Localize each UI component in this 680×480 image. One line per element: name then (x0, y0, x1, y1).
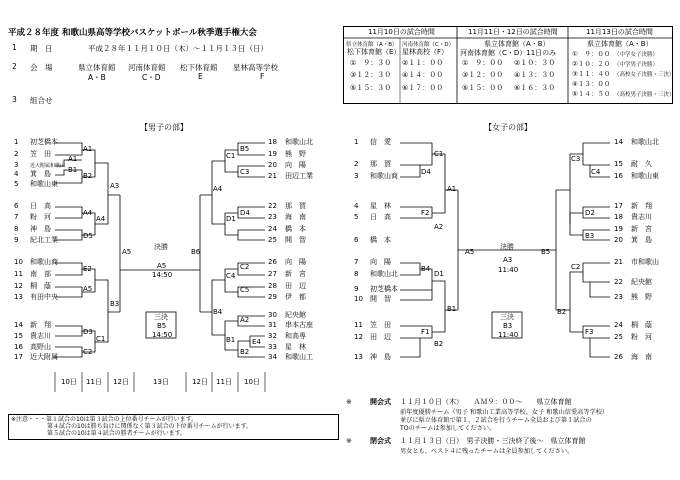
game-code: A4 (213, 185, 223, 193)
team-name: 橋 本 (285, 225, 306, 233)
team-name: 開 智 (285, 236, 306, 244)
game-code: A1 (83, 145, 93, 153)
schedule-table (343, 26, 673, 104)
team-name: 紀央館 (631, 278, 652, 286)
venue-courts: A・B (88, 73, 106, 82)
game-code: E4 (252, 338, 261, 346)
day1-venue: 県立体育館（A・B） (346, 42, 398, 48)
final-label: 決勝 (154, 243, 168, 251)
day-label: 13日 (153, 378, 169, 386)
game-code: C1 (226, 152, 236, 160)
closing-ceremony-detail: 男女とも、ベスト４に残ったチームは全員参加してください。 (400, 448, 574, 455)
team-name: 新 翔 (631, 202, 652, 210)
day1-venue: 河南体育館（C・D） (402, 42, 455, 48)
team-name: 田 辺 (370, 333, 391, 341)
team-number: 14 (14, 321, 23, 329)
team-number: 4 (354, 202, 359, 210)
day2-venue: 県立体育館（A・B） (484, 40, 550, 48)
game-code: F3 (585, 328, 594, 336)
day1-slot: ②１１：００ (402, 59, 444, 67)
team-name: 開 智 (370, 295, 391, 303)
game-code: D2 (585, 209, 595, 217)
team-name: 和歌山商 (30, 258, 58, 266)
day1-slot: ① ９：３０ (350, 59, 392, 67)
team-name: 星 林 (285, 343, 306, 351)
game-code: A5 (122, 248, 132, 256)
team-name: 串本古座 (285, 321, 313, 329)
game-code: B3 (585, 232, 595, 240)
team-number: 9 (14, 236, 19, 244)
team-name: 日 高 (30, 202, 51, 210)
day2-slot: ④１３：３０ (514, 71, 556, 79)
closing-ceremony-line: １１月１３日（日） 男子決勝・三決終了後～ 県立体育館 (400, 437, 586, 445)
team-name: 箕 島 (631, 236, 652, 244)
venue-name: 県立体育館 (78, 63, 116, 72)
game-code: C2 (240, 263, 250, 271)
schedule-header-day1: 11月10日の試合時間 (368, 28, 435, 36)
team-number: 31 (268, 321, 277, 329)
team-name: 新 宮 (285, 270, 306, 278)
team-number: 16 (614, 172, 623, 180)
team-number: 32 (268, 332, 277, 340)
third-place-code: B3 (503, 322, 513, 330)
game-code: C5 (240, 286, 250, 294)
team-name: 向 陽 (285, 258, 306, 266)
team-name: 田 辺 (285, 282, 306, 290)
game-code: F1 (421, 328, 430, 336)
opening-ceremony-detail: 並びに県立体育館で第１、２試合を行うチーム全員および第１試合の (400, 417, 592, 424)
team-number: 20 (268, 161, 277, 169)
game-code: C1 (96, 335, 106, 343)
game-code: D5 (83, 232, 93, 240)
team-name: 南 部 (30, 270, 51, 278)
team-name: 向 陽 (285, 161, 306, 169)
game-code: D3 (83, 328, 93, 336)
third-place-label: 三決 (500, 313, 514, 321)
boys-section-header: 【男子の部】 (140, 123, 188, 132)
team-number: 30 (268, 311, 277, 319)
note-line: ※注意・・・第１試合の10は第３試合の上位番号チームが行います。 (11, 416, 198, 423)
game-code: C3 (571, 155, 581, 163)
team-number: 22 (268, 202, 277, 210)
team-name: 和高専 (285, 332, 306, 340)
team-number: 19 (268, 150, 277, 158)
team-name: 那 賀 (285, 202, 306, 210)
team-name: 信 愛 (370, 138, 391, 146)
opening-ceremony-line: １１月１０日（木） ＡＭ９：００～ 県立体育館 (400, 398, 572, 406)
day3-note: （中学男子決勝） (614, 62, 659, 68)
team-number: 27 (268, 270, 277, 278)
team-number: 25 (614, 333, 623, 341)
game-code: D1 (434, 270, 444, 278)
team-name: 市和歌山 (631, 258, 659, 266)
team-name: 高野山 (30, 343, 51, 351)
team-number: 26 (268, 258, 277, 266)
team-number: 33 (268, 343, 277, 351)
team-number: 1 (354, 138, 359, 146)
venue-courts: F (260, 72, 265, 81)
venue-name: 河南体育館 (128, 63, 166, 72)
team-number: 28 (268, 282, 277, 290)
game-code: B2 (240, 348, 250, 356)
game-code: C3 (240, 168, 250, 176)
game-code: B1 (226, 336, 236, 344)
team-number: 15 (14, 332, 23, 340)
game-code: A2 (434, 223, 444, 231)
game-code: B4 (421, 265, 431, 273)
team-number: 15 (614, 160, 623, 168)
team-number: 7 (14, 213, 19, 221)
team-number: 2 (354, 160, 359, 168)
final-code: A5 (157, 262, 167, 270)
game-code: D1 (226, 215, 236, 223)
team-name: 神 島 (30, 225, 51, 233)
team-name: 有田中央 (30, 293, 58, 301)
team-name: 伊 都 (285, 293, 306, 301)
schedule-header-day3: 11月13日の試合時間 (586, 28, 653, 36)
team-name: 熊 野 (631, 293, 652, 301)
day3-note: （高校女子決勝・三決） (614, 72, 675, 78)
team-number: 10 (354, 295, 363, 303)
girls-section-header: 【女子の部】 (484, 123, 532, 132)
team-name: 初芝橋本 (30, 138, 58, 146)
team-number: 8 (14, 225, 19, 233)
game-code: B1 (447, 305, 457, 313)
final-label: 決勝 (500, 243, 514, 251)
note-mark: ※ (346, 437, 352, 445)
team-number: 7 (354, 258, 359, 266)
team-number: 8 (354, 270, 359, 278)
day-label: 11日 (216, 378, 232, 386)
game-code: F2 (421, 209, 430, 217)
team-name: 星 林 (370, 202, 391, 210)
team-name: 神 島 (370, 353, 391, 361)
team-number: 17 (614, 202, 623, 210)
note-line: 第５試合の10は第４試合の勝者チームが行います。 (11, 430, 187, 437)
team-number: 2 (14, 150, 19, 158)
team-name: 笠 田 (30, 150, 51, 158)
team-name: 粉 河 (30, 213, 51, 221)
draw-label: 組合せ (30, 96, 53, 105)
team-name: 貴志川 (631, 213, 652, 221)
team-number: 22 (614, 278, 623, 286)
team-name: 海 南 (285, 213, 306, 221)
team-number: 29 (268, 293, 277, 301)
third-place-label: 三決 (154, 313, 168, 321)
team-number: 13 (354, 353, 363, 361)
team-name: 笠 田 (370, 321, 391, 329)
period-number: 1 (12, 43, 17, 52)
team-number: 14 (614, 138, 623, 146)
team-number: 12 (14, 282, 23, 290)
draw-number: 3 (12, 95, 17, 104)
team-number: 21 (614, 258, 623, 266)
day3-slot: ④１３：００ (572, 80, 611, 88)
team-number: 11 (354, 321, 363, 329)
day1-slot: ⑤１５：３０ (350, 84, 392, 92)
team-name: 近大附属 (30, 353, 58, 361)
team-number: 6 (14, 202, 19, 210)
team-name: 貴志川 (30, 332, 51, 340)
venue-number: 2 (12, 62, 17, 71)
team-number: 13 (14, 293, 23, 301)
venue-courts: C・D (142, 73, 161, 82)
day-label: 12日 (192, 378, 208, 386)
day2-slot: ⑤１５：００ (462, 84, 504, 92)
game-code: A2 (240, 316, 250, 324)
team-number: 26 (614, 353, 623, 361)
venue-courts: E (198, 72, 203, 81)
team-name: 海 南 (631, 353, 652, 361)
day3-venue: 県立体育館（A・B） (587, 40, 653, 48)
team-name: 紀北工業 (30, 236, 58, 244)
day2-slot: ②１０：３０ (514, 59, 556, 67)
team-number: 9 (354, 285, 359, 293)
day1-slot: ④１４：００ (402, 71, 444, 79)
day1-slot: ⑥１７：００ (402, 84, 444, 92)
team-number: 3 (14, 161, 19, 169)
day3-note: （高校男子決勝・三決） (614, 92, 675, 98)
team-number: 6 (354, 236, 359, 244)
team-number: 23 (614, 293, 623, 301)
day2-slot: ① ９：００ (462, 59, 504, 67)
game-code: C2 (571, 263, 581, 271)
team-number: 34 (268, 353, 277, 361)
venue-name: 松下体育館 (180, 63, 218, 72)
team-name: 和歌山東 (631, 172, 659, 180)
team-name: 紀央館 (285, 311, 306, 319)
team-name: 和歌山東 (30, 180, 58, 188)
game-code: B2 (434, 340, 444, 348)
game-code: C4 (591, 168, 601, 176)
game-code: A5 (465, 248, 475, 256)
team-number: 3 (354, 172, 359, 180)
team-name: 箕 島 (30, 170, 51, 178)
page-title: 平成２８年度 和歌山県高等学校バスケットボール秋季選手権大会 (8, 28, 257, 38)
note-line: 第４試合の10は勝ち負けに関係なく第３試合の下位番号チームが行います。 (11, 423, 253, 430)
team-number: 5 (354, 213, 359, 221)
game-code: B5 (240, 145, 250, 153)
team-name: 日 高 (370, 213, 391, 221)
game-code: B6 (191, 248, 201, 256)
game-code: B2 (83, 172, 93, 180)
team-number: 17 (14, 353, 23, 361)
team-number: 24 (614, 321, 623, 329)
team-name: 熊 野 (285, 150, 306, 158)
team-number: 24 (268, 225, 277, 233)
game-code: B5 (541, 248, 551, 256)
day1-venue: 松下体育館（E） (347, 48, 401, 56)
final-time: 14:50 (152, 271, 173, 279)
day3-slot: ① ９：００ (572, 50, 611, 58)
team-number: 5 (14, 180, 19, 188)
team-number: 19 (614, 225, 623, 233)
day-label: 11日 (86, 378, 102, 386)
closing-ceremony-label: 閉会式 (370, 437, 391, 445)
game-code: A3 (110, 182, 120, 190)
day2-venue: 河南体育館（C・D）11日のみ (460, 49, 557, 57)
game-code: A4 (83, 209, 93, 217)
opening-ceremony-label: 開会式 (370, 398, 391, 406)
venue-name: 星林高等学校 (233, 63, 278, 72)
team-name: 那 賀 (370, 160, 391, 168)
team-number: 16 (14, 343, 23, 351)
team-number: 12 (354, 333, 363, 341)
game-code: C4 (226, 272, 236, 280)
game-code: C2 (83, 348, 93, 356)
game-code: B1 (68, 166, 78, 174)
final-time: 11:40 (498, 266, 519, 274)
team-name: 向 陽 (370, 258, 391, 266)
team-name: 初芝橋本 (370, 285, 398, 293)
team-name: 和歌山工 (285, 353, 313, 361)
game-code: A4 (96, 215, 106, 223)
venue-label: 会 場 (30, 63, 53, 72)
game-code: D4 (421, 168, 431, 176)
period-label: 期 日 (30, 44, 53, 53)
game-code: C1 (434, 150, 444, 158)
final-code: A3 (503, 256, 513, 264)
team-number: 25 (268, 236, 277, 244)
day3-slot: ②１０：２０ (572, 60, 611, 68)
team-number: 18 (614, 213, 623, 221)
team-name: 耐 久 (631, 160, 652, 168)
opening-ceremony-detail: 前年度優勝チーム（男子 和歌山工業高等学校、女子 和歌山信愛高等学校） (400, 409, 609, 416)
day1-slot: ③１２：３０ (350, 71, 392, 79)
day-label: 10日 (244, 378, 260, 386)
team-name: 粉 河 (631, 333, 652, 341)
day3-slot: ③１１：４０ (572, 70, 611, 78)
third-place-time: 14:50 (152, 331, 173, 339)
game-code: A1 (447, 185, 457, 193)
team-name: 新 翔 (30, 321, 51, 329)
game-code: B3 (110, 300, 120, 308)
day3-slot: ⑤１４：５０ (572, 90, 611, 98)
team-name: 橋 本 (370, 236, 391, 244)
team-number: 18 (268, 138, 277, 146)
team-number: 11 (14, 270, 23, 278)
team-name: 近大附属和歌山 (30, 163, 66, 169)
game-code: A5 (83, 285, 93, 293)
day-label: 10日 (61, 378, 77, 386)
day3-note: （中学女子決勝） (614, 52, 659, 58)
third-place-time: 11:40 (498, 331, 519, 339)
game-code: B2 (557, 308, 567, 316)
team-name: 和歌山北 (370, 270, 398, 278)
team-name: 田辺工業 (285, 172, 313, 180)
team-number: 21 (268, 172, 277, 180)
game-code: E2 (83, 265, 92, 273)
team-number: 4 (14, 170, 19, 178)
day2-slot: ③１２：００ (462, 71, 504, 79)
opening-ceremony-detail: TOのチームは参加してください。 (400, 425, 496, 432)
team-name: 桐 蔭 (631, 321, 652, 329)
team-number: 20 (614, 236, 623, 244)
day-label: 12日 (113, 378, 129, 386)
game-code: A1 (68, 155, 78, 163)
note-mark: ※ (346, 398, 352, 406)
game-code: B4 (213, 308, 223, 316)
team-number: 10 (14, 258, 23, 266)
day1-venue: 星林高校（F） (402, 48, 449, 56)
team-name: 和歌山商 (370, 172, 398, 180)
game-code: D4 (240, 209, 250, 217)
team-number: 23 (268, 213, 277, 221)
team-name: 新 宮 (631, 225, 652, 233)
notes-box (8, 414, 339, 440)
team-number: 1 (14, 138, 19, 146)
team-name: 和歌山北 (631, 138, 659, 146)
team-name: 和歌山北 (285, 138, 313, 146)
period-value: 平成２８年１１月１０日（木）～１１月１３日（日） (88, 44, 268, 53)
third-place-code: B5 (157, 322, 167, 330)
schedule-header-day2: 11月11日・12日の試合時間 (468, 28, 558, 36)
day2-slot: ⑥１６：３０ (514, 84, 556, 92)
team-name: 桐 蔭 (30, 282, 51, 290)
